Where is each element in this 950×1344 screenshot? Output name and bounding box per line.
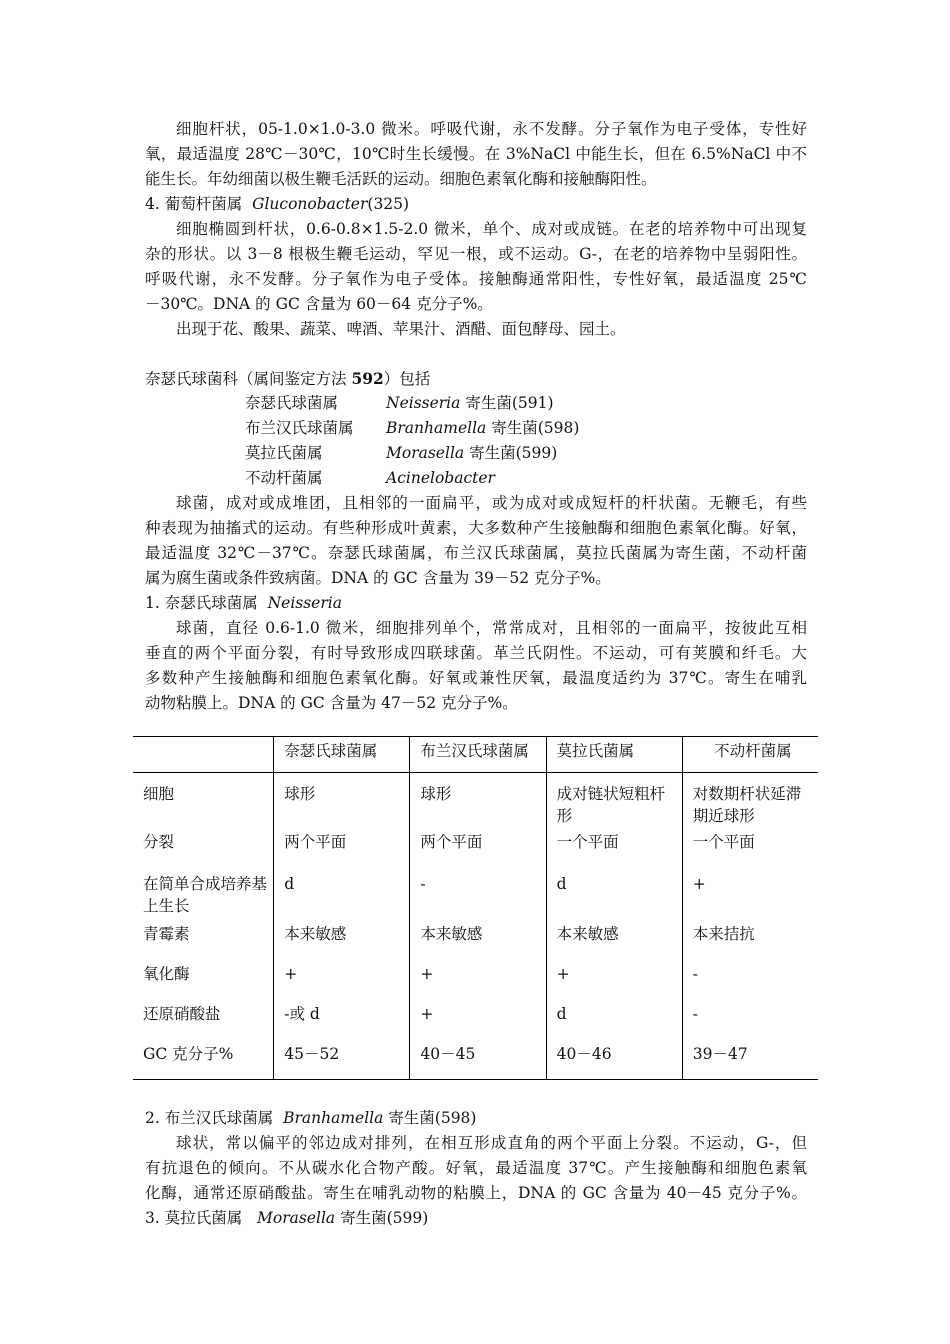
para1-line1: 细胞杆状，05-1.0×1.0-3.0 微米。呼吸代谢，永不发酵。分子氧作为电子受体，专性好 <box>176 120 807 138</box>
genus-note: 寄生菌(591) <box>460 394 554 412</box>
table-header-cell <box>133 737 274 773</box>
table-row <box>133 959 818 999</box>
table-cell: 本来敏感 <box>546 919 682 959</box>
neisseria-line3: 多数种产生接触酶和细胞色素氧化酶。好氧或兼性厌氧，最温度适约为 37℃。寄生在哺乳 <box>145 669 807 687</box>
table-cell: 45－52 <box>274 1039 410 1079</box>
table-cell: 两个平面 <box>410 827 546 869</box>
neisseria-line4: 动物粘膜上。DNA 的 GC 含量为 47－52 克分子%。 <box>145 694 518 712</box>
heading-text: 1. 奈瑟氏球菌属 <box>145 594 258 612</box>
heading-suffix: ）包括 <box>383 370 431 388</box>
genus-latin: Morasella <box>386 444 465 462</box>
family-line4: 属为腐生菌或条件致病菌。DNA 的 GC 含量为 39－52 克分子%。 <box>145 569 611 587</box>
branhamella-heading <box>145 1107 476 1129</box>
genus-latin: Neisseria <box>386 394 461 412</box>
table-header-row <box>133 737 818 773</box>
para1-line2: 氧，最适温度 28℃－30℃，10℃时生长缓慢。在 3%NaCl 中能生长，但在 6.5%NaCl 中不 <box>145 145 807 163</box>
table-cell: 一个平面 <box>546 827 682 869</box>
heading-number: 592 <box>351 369 384 388</box>
table-cell: 氧化酶 <box>143 965 190 983</box>
table-cell: + <box>546 959 682 999</box>
genus-note: 寄生菌(599) <box>464 444 558 462</box>
heading-suffix: 寄生菌(599) <box>335 1209 429 1227</box>
table-cell: 本来敏感 <box>410 919 546 959</box>
genus-cn: 布兰汉氏球菌属 <box>245 419 354 437</box>
table-cell: + <box>410 999 546 1039</box>
genus-latin: Acinelobacter <box>386 469 495 487</box>
genus-entry <box>386 392 554 414</box>
table-cell: 一个平面 <box>682 827 818 869</box>
genus-entry <box>386 467 495 489</box>
table-row <box>133 999 818 1039</box>
heading-text: 奈瑟氏球菌科（属间鉴定方法 <box>145 370 352 388</box>
table-cell: 球形 <box>274 773 410 828</box>
neisseria-line2: 垂直的两个平面分裂，有时导致形成四联球菌。革兰氏阴性。不运动，可有荚膜和纤毛。大 <box>145 644 807 662</box>
gluconobacter-line5: 出现于花、酸果、蔬菜、啤酒、苹果汁、酒醋、面包酵母、园土。 <box>176 320 626 338</box>
table-cell: -或 d <box>274 999 410 1039</box>
genus-entry <box>386 417 579 439</box>
branhamella-line2: 有抗退色的倾向。不从碳水化合物产酸。好氧，最适温度 37℃。产生接触酶和细胞色素氧 <box>145 1159 807 1177</box>
gluconobacter-line1: 细胞椭圆到杆状，0.6-0.8×1.5-2.0 微米，单个、成对或成链。在老的培养物中可出现复 <box>176 220 807 238</box>
table-cell: 两个平面 <box>274 827 410 869</box>
heading-latin: Branhamella <box>283 1109 384 1127</box>
family-line3: 最适温度 32℃－37℃。奈瑟氏球菌属，布兰汉氏球菌属，莫拉氏菌属为寄生菌，不动杆菌 <box>145 544 807 562</box>
gluconobacter-line3: 呼吸代谢，永不发酵。分子氧作为电子受体。接触酶通常阳性，专性好氧，最适温度 25℃ <box>145 270 807 288</box>
table-cell: 39－47 <box>682 1039 818 1079</box>
table-header-cell: 布兰汉氏球菌属 <box>410 737 546 773</box>
para1-line3: 能生长。年幼细菌以极生鞭毛活跃的运动。细胞色素氧化酶和接触酶阳性。 <box>145 170 657 188</box>
branhamella-line3: 化酶，通常还原硝酸盐。寄生在哺乳动物的粘膜上，DNA 的 GC 含量为 40－45 克分子%。 <box>145 1184 807 1202</box>
table-row <box>133 827 818 869</box>
table-row <box>133 869 818 919</box>
table-cell: 40－46 <box>546 1039 682 1079</box>
heading-latin: Gluconobacter <box>252 195 368 213</box>
table-cell: 本来敏感 <box>274 919 410 959</box>
morasella-heading <box>145 1207 428 1229</box>
genus-entry <box>386 442 557 464</box>
table-header-cell: 不动杆菌属 <box>682 737 818 773</box>
heading-latin: Morasella <box>257 1209 336 1227</box>
genus-cn: 莫拉氏菌属 <box>245 444 323 462</box>
table-cell: - <box>410 869 546 919</box>
table-cell: d <box>546 999 682 1039</box>
heading-suffix: 寄生菌(598) <box>383 1109 477 1127</box>
heading-text: 3. 莫拉氏菌属 <box>145 1209 243 1227</box>
table-row <box>133 1039 818 1079</box>
table-cell: 成对链状短粗杆形 <box>546 773 682 828</box>
heading-text: 4. 葡萄杆菌属 <box>145 195 243 213</box>
table-cell: 细胞 <box>143 785 175 803</box>
table-cell: 本来拮抗 <box>682 919 818 959</box>
branhamella-line1: 球状，常以偏平的邻边成对排列，在相互形成直角的两个平面上分裂。不运动，G-，但 <box>176 1134 807 1152</box>
genus-comparison-table <box>133 736 818 1080</box>
table-cell: d <box>274 869 410 919</box>
heading-latin: Neisseria <box>267 594 342 612</box>
genus-note: 寄生菌(598) <box>486 419 580 437</box>
table-cell: - <box>682 999 818 1039</box>
table-row <box>133 919 818 959</box>
table-cell: d <box>546 869 682 919</box>
table-cell: 对数期杆状延滞期近球形 <box>682 773 818 828</box>
gluconobacter-line4: －30℃。DNA 的 GC 含量为 60－64 克分子%。 <box>145 295 493 313</box>
table-cell: GC 克分子% <box>143 1045 234 1063</box>
gluconobacter-line2: 杂的形状。以 3－8 根极生鞭毛运动，罕见一根，或不运动。G-，在老的培养物中呈弱阳性。 <box>145 245 807 263</box>
table-cell: + <box>274 959 410 999</box>
genus-latin: Branhamella <box>386 419 487 437</box>
table-cell: - <box>682 959 818 999</box>
table-cell: 还原硝酸盐 <box>143 1005 221 1023</box>
neisseria-heading <box>145 592 342 614</box>
table-cell: + <box>682 869 818 919</box>
table-cell: 分裂 <box>143 833 175 851</box>
neisseria-line1: 球菌，直径 0.6-1.0 微米，细胞排列单个，常常成对，且相邻的一面扁平，按彼此互相 <box>176 619 807 637</box>
heading-suffix: (325) <box>367 195 410 213</box>
genus-cn: 不动杆菌属 <box>245 469 323 487</box>
gluconobacter-heading <box>145 193 409 215</box>
heading-text: 2. 布兰汉氏球菌属 <box>145 1109 274 1127</box>
table-header-cell: 奈瑟氏球菌属 <box>274 737 410 773</box>
family-line2: 种表现为抽搐式的运动。有些种形成叶黄素，大多数种产生接触酶和细胞色素氧化酶。好氧， <box>145 519 807 537</box>
family-line1: 球菌，成对或成堆团，且相邻的一面扁平，或为成对或成短杆的杆状菌。无鞭毛，有些 <box>176 494 807 512</box>
table-cell: 在简单合成培养基上生长 <box>143 875 268 915</box>
table-header-cell: 莫拉氏菌属 <box>546 737 682 773</box>
table-cell: + <box>410 959 546 999</box>
table-cell: 40－45 <box>410 1039 546 1079</box>
table-cell: 球形 <box>410 773 546 828</box>
table-cell: 青霉素 <box>143 925 190 943</box>
family-heading <box>145 368 430 390</box>
table-row <box>133 773 818 828</box>
genus-cn: 奈瑟氏球菌属 <box>245 394 339 412</box>
